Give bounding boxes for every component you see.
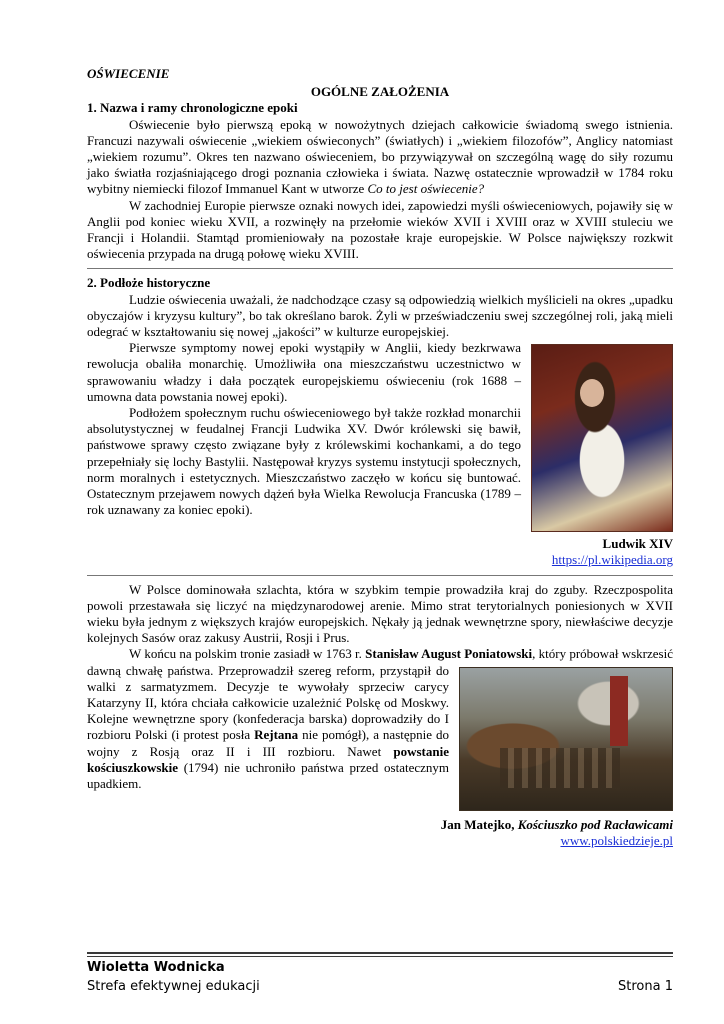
- uprising-name: powstanie kościuszkowskie: [87, 743, 449, 775]
- section-2-paragraph-2: Pierwsze symptomy nowej epoki wystąpiły w Anglii, kiedy bezkrwawa rewolucja obaliła monarchię. Umożliwiła ona mieszczaństwu uczestnictwo w sprawowaniu władzy i dała początek europejskiemu oświeceniu (rok 1688 – umowna data powstania nowej epoki).: [87, 340, 521, 404]
- rejtan-name: Rejtana: [254, 727, 299, 743]
- louis-xiv-portrait: [531, 344, 673, 532]
- matejko-author: Jan Matejko,: [440, 816, 518, 832]
- wikipedia-link[interactable]: https://pl.wikipedia.org: [551, 552, 673, 568]
- footer-rule-thin: [87, 956, 673, 957]
- section-3-paragraph-2: [87, 646, 673, 792]
- matejko-painting: [459, 667, 673, 811]
- figure-caption-matejko: [87, 817, 673, 833]
- divider: [87, 575, 673, 576]
- section-3-paragraph-1: W Polsce dominowała szlachta, która w szybkim tempie prowadziła kraj do zguby. Rzeczpospolita powoli przestawała się liczyć na międzynarodowej arenie. Mimo strat terytorialnych poniesionych w XVII wieku była jednym z większych krajów europejskich. Nękały ją jednak wewnętrzne spory, niewłaściwe decyzje kolejnych Sasów oraz zakusy Austrii, Rosji i Prus.: [87, 581, 673, 646]
- matejko-title: Kościuszko pod Racławicami: [517, 816, 673, 832]
- poniatowski-name: Stanisław August Poniatowski: [365, 646, 533, 662]
- s1-p1-text: Oświecenie było pierwszą epoką w nowożytnych dziejach całkowicie świadomą swego istnienia. Francuzi nazywali oświecenie „wiekiem oświeconych” (światłych) i „wiekiem filozofów”, Anglicy natomiast „wiekiem rozumu”. Okres ten nazwano oświeceniem, bo przywiązywał on szczególną wagę do siły rozumu jako światła rozjaśniającego drogi poznania człowieka i świata. Nazwę ostatecznie wprowadził w 1784 roku wybitny niemiecki filozof Immanuel Kant w utworze: [87, 116, 673, 197]
- polskiedzieje-link[interactable]: www.polskiedzieje.pl: [560, 832, 673, 848]
- section-1-paragraph-1: [87, 117, 673, 198]
- s3-p2-a: W końcu na polskim tronie zasiadł w 1763 r.: [129, 646, 366, 662]
- kant-work-title: Co to jest oświecenie?: [367, 181, 485, 197]
- figure-louis-xiv: [531, 344, 673, 532]
- s3-p2-e: nie pomógł), a następnie do wojny z Rosją oraz II i III rozbioru. Nawet: [87, 727, 449, 759]
- main-title: OŚWIECENIE: [87, 66, 170, 81]
- footer-author: Wioletta Wodnicka: [87, 960, 225, 975]
- section-1-heading: 1. Nazwa i ramy chronologiczne epoki: [87, 100, 298, 116]
- document-page: [87, 66, 673, 849]
- footer-subtitle: Strefa efektywnej edukacji: [87, 979, 260, 994]
- section-2-paragraph-3: Podłożem społecznym ruchu oświeceniowego był także rozkład monarchii absolutystycznej w feudalnej Francji Ludwika XV. Dwór królewski się bawił, państwowe sprawy często związane były z królewskimi kochankami, a do tego przepełniały się lochy Bastylii. Następował kryzys systemu instytucji społecznych, norm moralnych i estetycznych. Mieszczaństwo zaczęło w końcu się buntować. Ostatecznym przejawem nowych dążeń była Wielka Rewolucja Francuska (1789 – rok uznawany za koniec epoki).: [87, 405, 521, 518]
- section-2-heading: 2. Podłoże historyczne: [87, 275, 211, 291]
- footer-page-number: Strona 1: [618, 979, 673, 994]
- subtitle: OGÓLNE ZAŁOŻENIA: [310, 84, 450, 100]
- footer-rule: [87, 952, 673, 954]
- s3-p2-c: , który próbował wskrzesić dawną chwałę państwa. Przeprowadził szereg reform, przystąpił do walki z sarmatyzmem. Decyzje te wywołały sprzeciw carycy Katarzyny II, która chciała całkowicie uzależnić Polskę od Moskwy. Kolejne wewnętrzne spory (konfederacja barska) doprowadziły do I rozbioru Polski (i protest posła: [87, 646, 673, 743]
- figure-matejko: [459, 667, 673, 811]
- s3-p2-g: (1794) nie uchroniło państwa przed ostatecznym upadkiem.: [87, 759, 449, 792]
- figure-caption-louis: Ludwik XIV: [602, 536, 673, 552]
- divider: [87, 268, 673, 269]
- section-2-paragraph-1: Ludzie oświecenia uważali, że nadchodzące czasy są odpowiedzią wielkich myślicieli na okres „upadku obyczajów i kryzysu kultury”, bo tak określano barok. Żyli w przeświadczeniu swej szczególnej roli, jaką mieli odegrać w kształtowaniu się nowej „jakości” w kulturze europejskiej.: [87, 291, 673, 340]
- section-1-paragraph-2: W zachodniej Europie pierwsze oznaki nowych idei, zapowiedzi myśli oświeceniowych, pojawiły się w Anglii pod koniec wieku XVII, a rozwinęły na przełomie wieków XVII i XVIII oraz w XVIII stuleciu we Francji i Holandii. Stamtąd promieniowały na pozostałe kraje europejskie. W Polsce największy rozkwit oświecenia przypada na drugą połowę wieku XVIII.: [87, 197, 673, 262]
